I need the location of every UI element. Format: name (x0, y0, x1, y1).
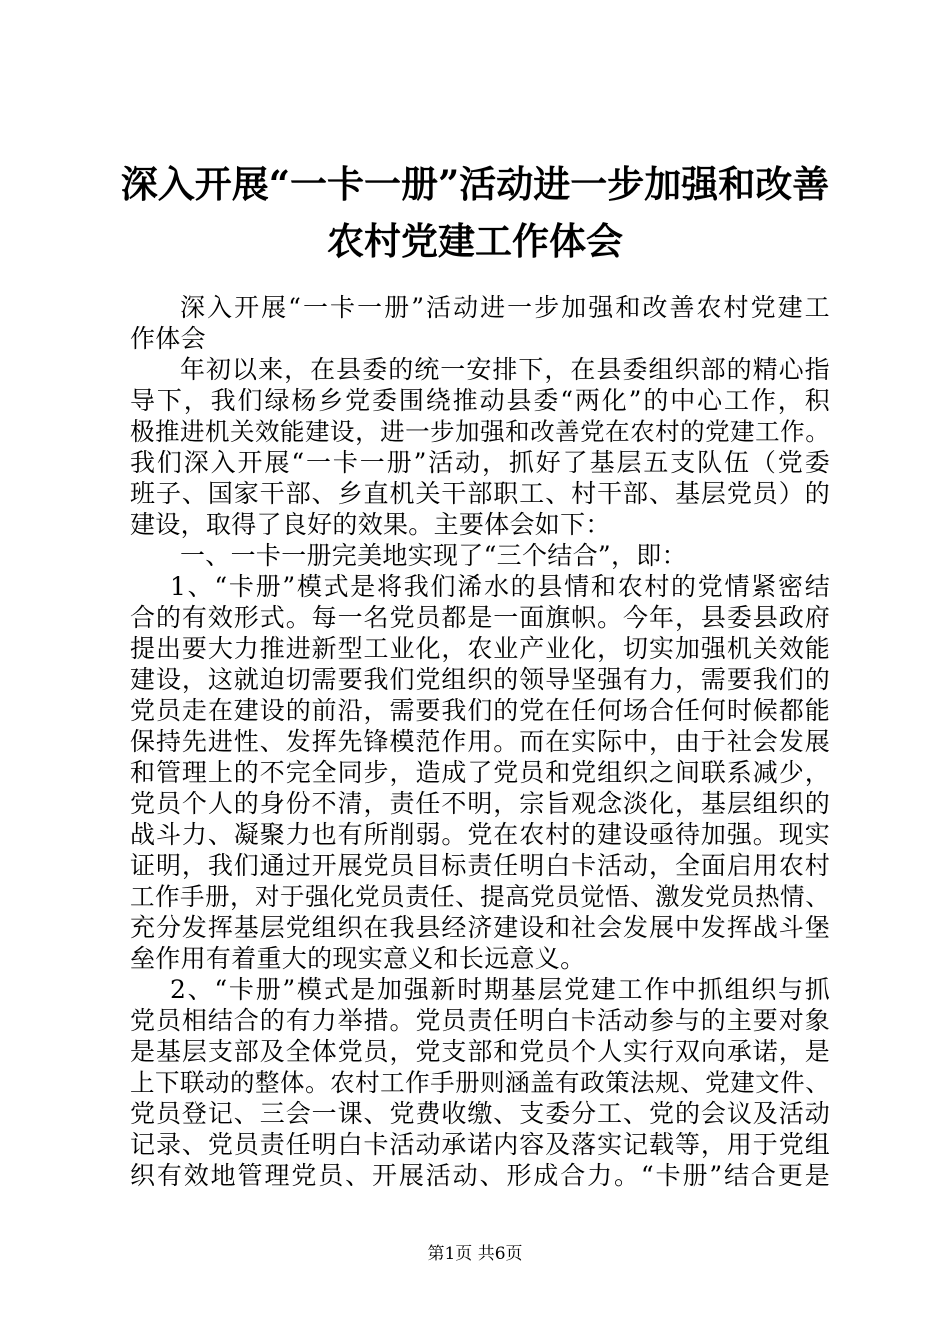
text-line: 上下联动的整体。农村工作手册则涵盖有政策法规、党建文件、 (130, 1068, 830, 1097)
text-line: 党员相结合的有力举措。党员责任明白卡活动参与的主要对象 (130, 1006, 830, 1035)
text-line: 织有效地管理党员、开展活动、形成合力。“卡册”结合更是 (130, 1161, 830, 1190)
page-footer: 第1页 共6页 (427, 1244, 523, 1264)
text-line: 班子、国家干部、乡直机关干部职工、村干部、基层党员）的 (130, 479, 830, 508)
text-line: 深入开展“一卡一册”活动进一步加强和改善农村党建工 (180, 293, 830, 322)
section-heading: 一、一卡一册完美地实现了“三个结合”，即： (180, 541, 687, 570)
title-line-1: 深入开展“一卡一册”活动进一步加强和改善 (120, 162, 830, 206)
text-line: 党员个人的身份不清，责任不明，宗旨观念淡化，基层组织的 (130, 789, 830, 818)
text-line: 党员走在建设的前沿，需要我们的党在任何场合任何时候都能 (130, 696, 830, 725)
text-line: 提出要大力推进新型工业化，农业产业化，切实加强机关效能 (130, 634, 830, 663)
text-line: 年初以来，在县委的统一安排下，在县委组织部的精心指 (180, 355, 830, 384)
document-body (130, 292, 830, 1191)
text-line: 是基层支部及全体党员，党支部和党员个人实行双向承诺，是 (130, 1037, 830, 1066)
text-line: 工作手册，对于强化党员责任、提高党员觉悟、激发党员热情、 (130, 882, 830, 911)
text-line: 垒作用有着重大的现实意义和长远意义。 (130, 944, 586, 973)
text-line: 充分发挥基层党组织在我县经济建设和社会发展中发挥战斗堡 (130, 913, 830, 942)
text-line: 建设，这就迫切需要我们党组织的领导坚强有力，需要我们的 (130, 665, 830, 694)
text-line: 极推进机关效能建设，进一步加强和改善党在农村的党建工作。 (130, 417, 830, 446)
text-line: 作体会 (130, 324, 206, 353)
text-line: 记录、党员责任明白卡活动承诺内容及落实记载等，用于党组 (130, 1130, 830, 1159)
title-line-2: 农村党建工作体会 (327, 219, 623, 263)
text-line: 战斗力、凝聚力也有所削弱。党在农村的建设亟待加强。现实 (130, 820, 830, 849)
text-line: 2、“卡册”模式是加强新时期基层党建工作中抓组织与抓 (170, 975, 830, 1004)
text-line: 1、“卡册”模式是将我们浠水的县情和农村的党情紧密结 (170, 572, 830, 601)
text-line: 党员登记、三会一课、党费收缴、支委分工、党的会议及活动 (130, 1099, 830, 1128)
text-line: 建设，取得了良好的效果。主要体会如下： (130, 510, 611, 539)
text-line: 保持先进性、发挥先锋模范作用。而在实际中，由于社会发展 (130, 727, 830, 756)
text-line: 和管理上的不完全同步，造成了党员和党组织之间联系减少， (130, 758, 830, 787)
text-line: 导下，我们绿杨乡党委围绕推动县委“两化”的中心工作，积 (130, 386, 830, 415)
text-line: 合的有效形式。每一名党员都是一面旗帜。今年，县委县政府 (130, 603, 830, 632)
text-line: 我们深入开展“一卡一册”活动，抓好了基层五支队伍（党委 (130, 448, 830, 477)
text-line: 证明，我们通过开展党员目标责任明白卡活动，全面启用农村 (130, 851, 830, 880)
